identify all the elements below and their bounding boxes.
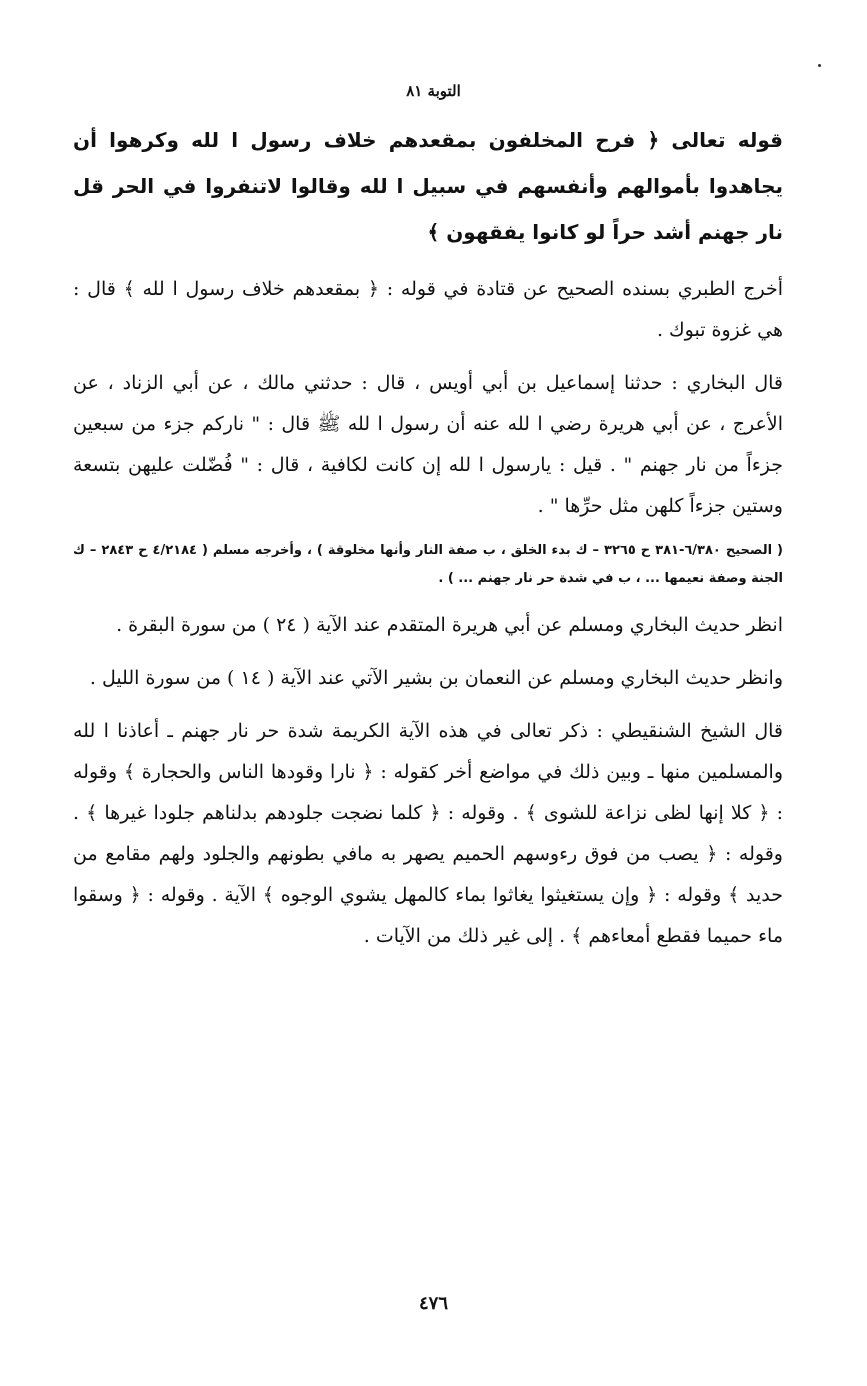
paragraph-bukhari: قال البخاري : حدثنا إسماعيل بن أبي أويس ، قال : حدثني مالك ، عن أبي الزناد ، عن الأعرج ، عن أبي هريرة رضي ا لله عنه أن رسول ا لله ﷺ قال : " ناركم جزء من سبعين جزءاً من نار جهنم " . قيل : يارسول ا لله إن كانت لكافية ، قال : " فُضّلت عليهن بتسعة وستين جزءاً كلهن مثل حرِّها " . [73, 372, 783, 517]
paragraph-see-baqara: انظر حديث البخاري ومسلم عن أبي هريرة المتقدم عند الآية ( ٢٤ ) من سورة البقرة . [116, 614, 783, 636]
hadith-reference: ( الصحيح ٦/٣٨٠-٣٨١ ح ٣٢٦٥ – ك بدء الخلق ، ب صفة النار وأنها مخلوقة ) ، وأخرجه مسلم ( ٤/٢١٨٤ ح ٢٨٤٣ – ك الجنة وصفة نعيمها ... ، ب في شدة حر نار جهنم ... ) . [73, 543, 783, 586]
page-body [73, 117, 783, 969]
paragraph-tabari: أخرج الطبري بسنده الصحيح عن قتادة في قوله : ﴿ بمقعدهم خلاف رسول ا لله ﴾ قال : هي غزوة تبوك . [73, 278, 783, 341]
paragraph-shinqiti: قال الشيخ الشنقيطي : ذكر تعالى في هذه الآية الكريمة شدة حر نار جهنم ـ أعاذنا ا لله والمسلمين منها ـ وبين ذلك في مواضع أخر كقوله : ﴿ نارا وقودها الناس والحجارة ﴾ وقوله : ﴿ كلا إنها لظى نزاعة للشوى ﴾ . وقوله : ﴿ كلما نضجت جلودهم بدلناهم جلودا غيرها ﴾ . وقوله : ﴿ يصب من فوق رءوسهم الحميم يصهر به مافي بطونهم والجلود ولهم مقامع من حديد ﴾ وقوله : ﴿ وإن يستغيثوا يغاثوا بماء كالمهل يشوي الوجوه ﴾ الآية . وقوله : ﴿ وسقوا ماء حميما فقطع أمعاءهم ﴾ . إلى غير ذلك من الآيات . [73, 720, 783, 947]
page-header: التوبة ٨١ [406, 82, 461, 100]
margin-mark [818, 64, 821, 67]
quran-verse: قوله تعالى ﴿ فرح المخلفون بمقعدهم خلاف رسول ا لله وكرهوا أن يجاهدوا بأموالهم وأنفسهم في سبيل ا لله وقالوا لاتنفروا في الحر قل نار جهنم أشد حراً لو كانوا يفقهون ﴾ [73, 128, 783, 244]
paragraph-see-layl: وانظر حديث البخاري ومسلم عن النعمان بن بشير الآتي عند الآية ( ١٤ ) من سورة الليل . [89, 667, 783, 689]
page-number: ٤٧٦ [418, 1293, 448, 1314]
